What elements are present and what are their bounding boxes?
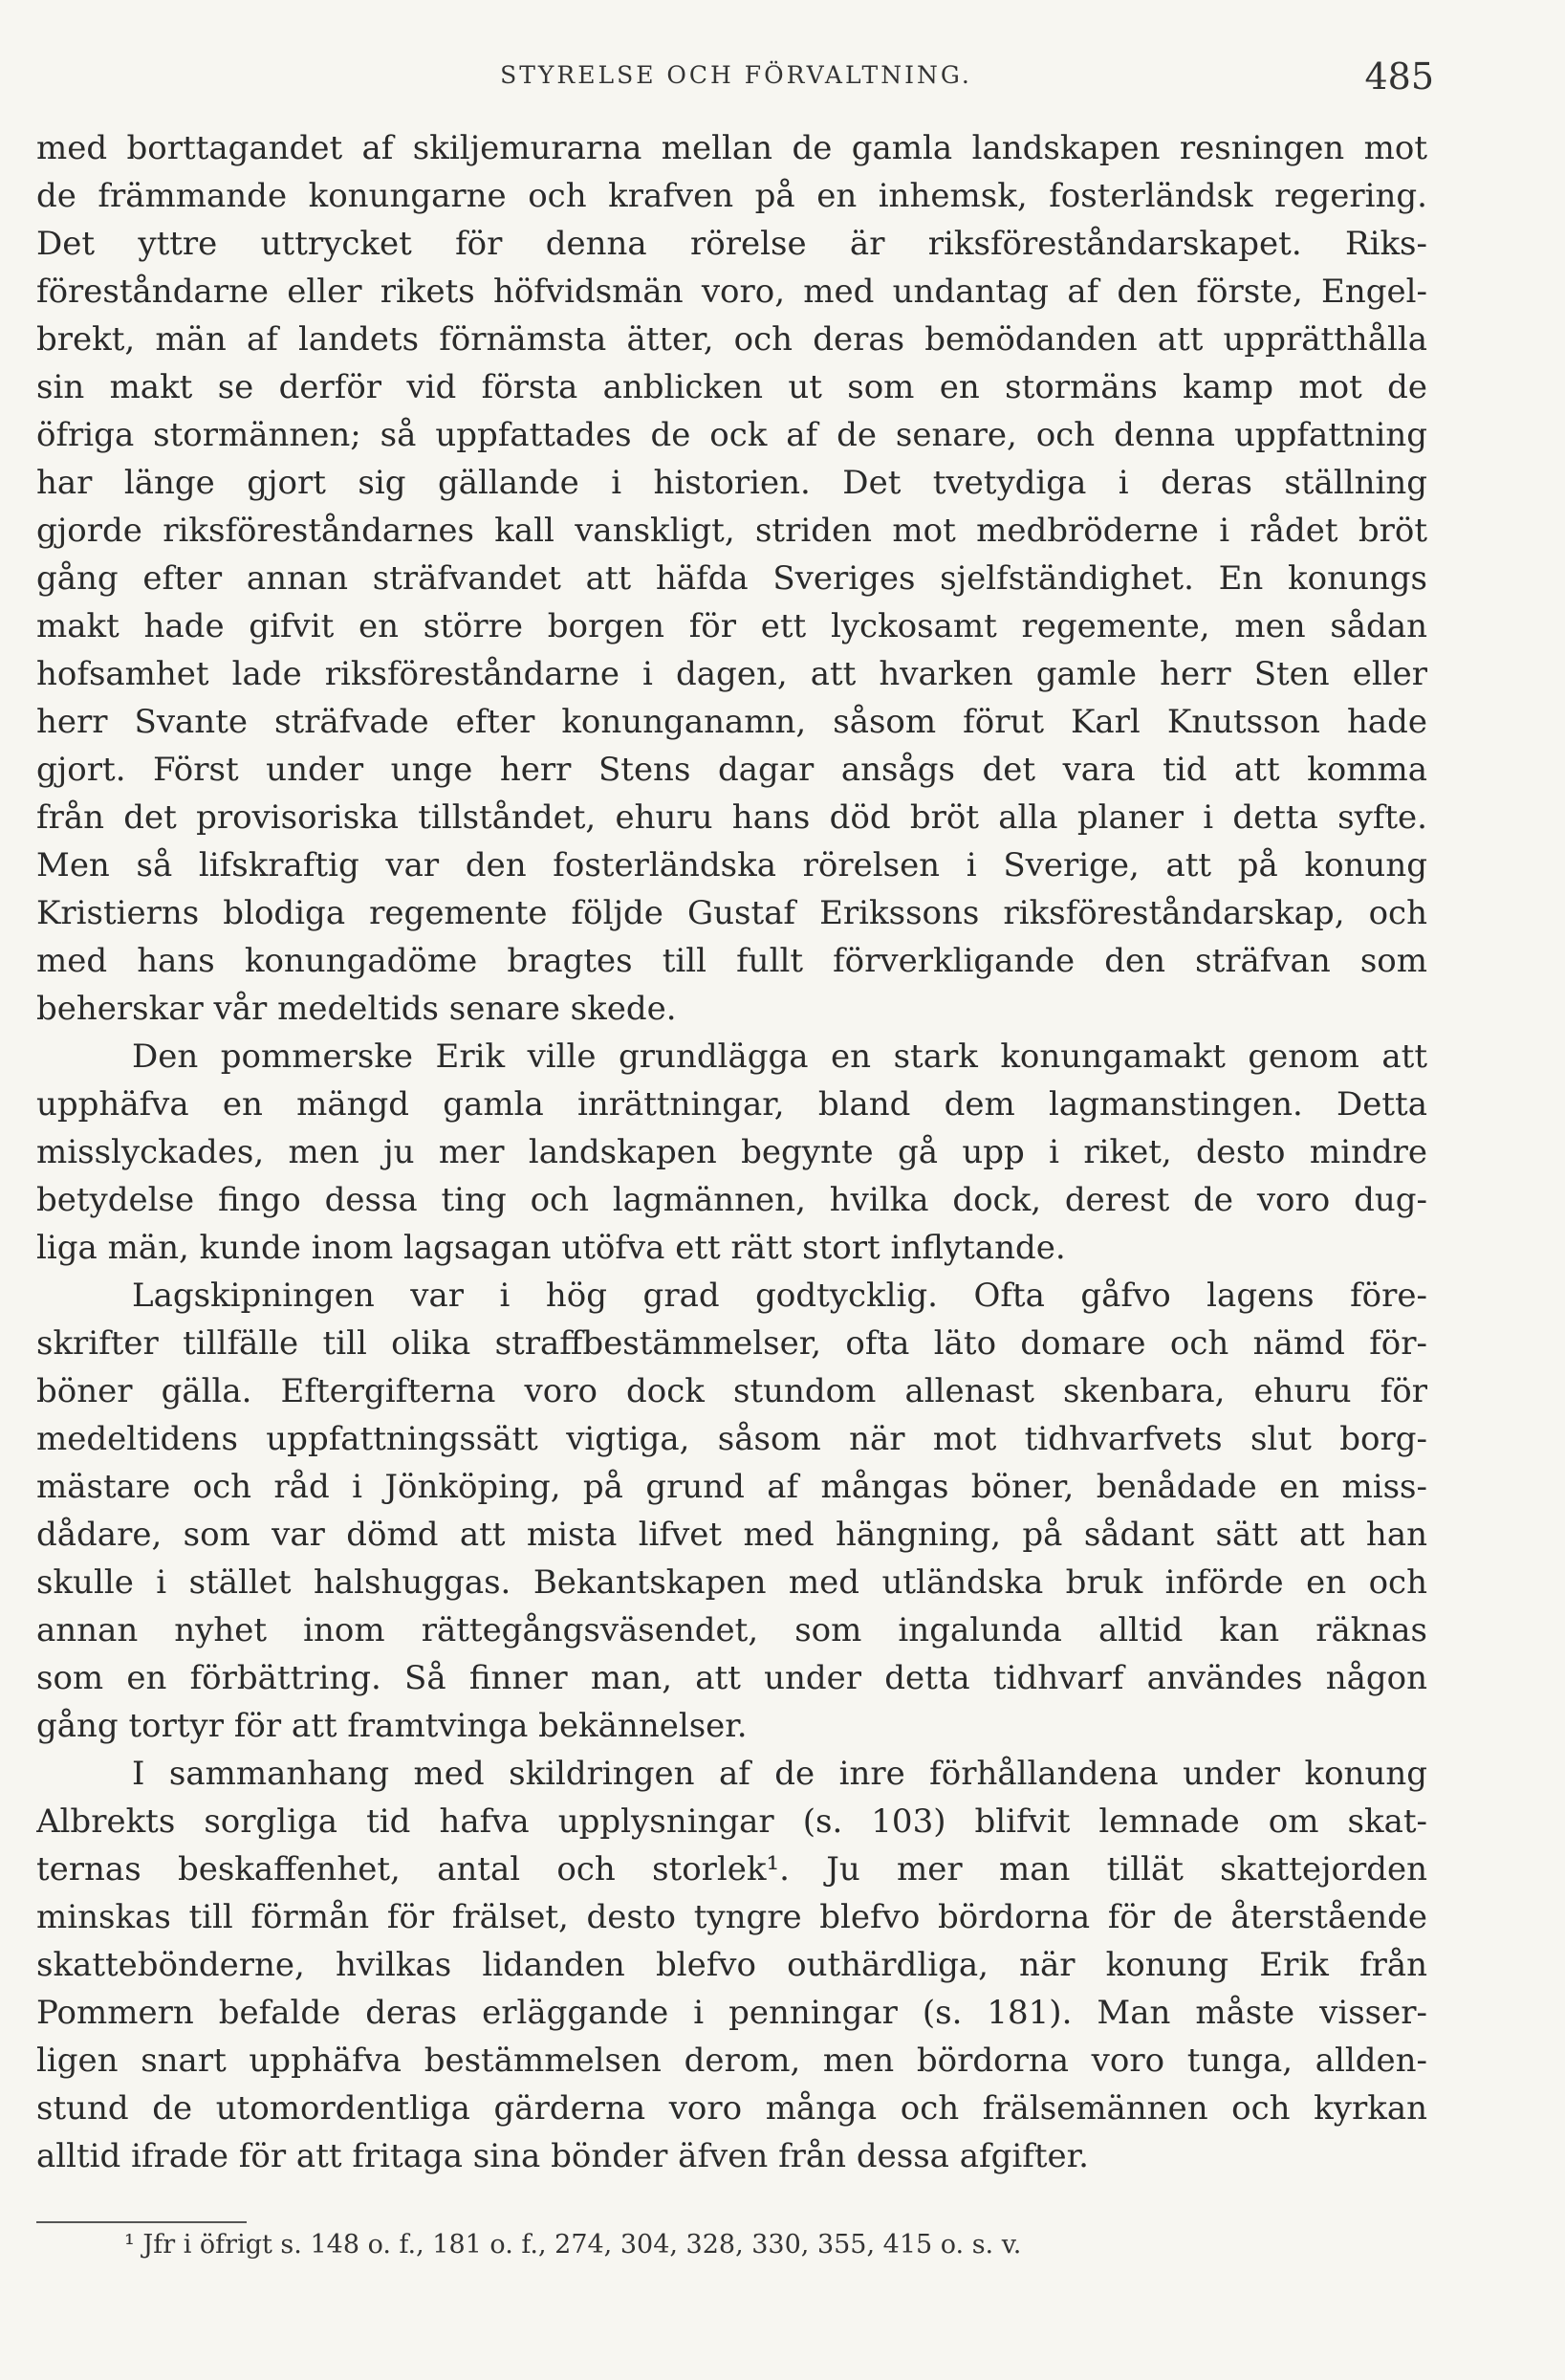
text-line: brekt, män af landets förnämsta ätter, och deras bemödanden att upprätthålla — [36, 320, 1427, 359]
text-line: mästare och råd i Jönköping, på grund af mångas böner, benådade en miss- — [36, 1468, 1427, 1506]
text-line: böner gälla. Eftergifterna voro dock stundom allenast skenbara, ehuru för — [36, 1372, 1427, 1410]
text-line: de främmande konungarne och krafven på en inhemsk, fosterländsk regering. — [36, 177, 1427, 215]
text-line: herr Svante sträfvade efter konunganamn, såsom förut Karl Knutsson hade — [36, 703, 1427, 741]
body-text — [36, 124, 1427, 2180]
text-line: gång tortyr för att framtvinga bekännelser. — [36, 1707, 748, 1745]
text-line: medeltidens uppfattningssätt vigtiga, såsom när mot tidhvarfvets slut borg- — [36, 1420, 1427, 1458]
text-line: alltid ifrade för att fritaga sina bönder äfven från dessa afgifter. — [36, 2137, 1089, 2175]
text-line: skattebönderne, hvilkas lidanden blefvo outhärdliga, när konung Erik från — [36, 1946, 1427, 1984]
text-line: sin makt se derför vid första anblicken ut som en stormäns kamp mot de — [36, 368, 1427, 406]
text-line: liga män, kunde inom lagsagan utöfva ett rätt stort inflytande. — [36, 1229, 1066, 1267]
text-line: hofsamhet lade riksföreståndarne i dagen, att hvarken gamle herr Sten eller — [36, 655, 1427, 693]
text-line: föreståndarne eller rikets höfvidsmän voro, med undantag af den förste, Engel- — [36, 273, 1427, 311]
text-line: som en förbättring. Så finner man, att under detta tidhvarf användes någon — [36, 1659, 1427, 1697]
text-line: beherskar vår medeltids senare skede. — [36, 990, 677, 1028]
text-line: från det provisoriska tillståndet, ehuru hans död bröt alla planer i detta syfte. — [36, 798, 1427, 837]
text-line: minskas till förmån för frälset, desto tyngre blefvo bördorna för de återstående — [36, 1898, 1427, 1936]
footnote-rule — [36, 2221, 247, 2223]
text-line: skrifter tillfälle till olika straffbestämmelser, ofta läto domare och nämd för- — [36, 1324, 1427, 1363]
footnote: ¹ Jfr i öfrigt s. 148 o. f., 181 o. f., 274, 304, 328, 330, 355, 415 o. s. v. — [124, 2230, 1022, 2260]
text-line: Pommern befalde deras erläggande i penningar (s. 181). Man måste visser- — [36, 1994, 1427, 2032]
text-line: ternas beskaffenhet, antal och storlek¹. Ju mer man tillät skattejorden — [36, 1850, 1427, 1889]
text-line: har länge gjort sig gällande i historien. Det tvetydiga i deras ställning — [36, 464, 1427, 502]
text-line: Albrekts sorgliga tid hafva upplysningar (s. 103) blifvit lemnade om skat- — [36, 1802, 1427, 1841]
text-line: upphäfva en mängd gamla inrättningar, bland dem lagmanstingen. Detta — [36, 1085, 1427, 1124]
text-line: Kristierns blodiga regemente följde Gustaf Erikssons riksföreståndarskap, och — [36, 894, 1427, 932]
page-number: 485 — [1364, 55, 1434, 98]
paragraph-start-line: Lagskipningen var i hög grad godtycklig. Ofta gåfvo lagens före- — [132, 1277, 1427, 1315]
text-line: Men så lifskraftig var den fosterländska rörelsen i Sverige, att på konung — [36, 846, 1427, 884]
running-title: STYRELSE OCH FÖRVALTNING. — [500, 61, 972, 89]
text-line: med hans konungadöme bragtes till fullt förverkligande den sträfvan som — [36, 942, 1427, 980]
text-line: betydelse fingo dessa ting och lagmännen, hvilka dock, derest de voro dug- — [36, 1181, 1427, 1219]
paragraph-start-line: Den pommerske Erik ville grundlägga en stark konungamakt genom att — [132, 1037, 1427, 1076]
text-line: stund de utomordentliga gärderna voro många och frälsemännen och kyrkan — [36, 2089, 1427, 2128]
text-line: Det yttre uttrycket för denna rörelse är riksföreståndarskapet. Riks- — [36, 225, 1427, 263]
text-line: misslyckades, men ju mer landskapen begynte gå upp i riket, desto mindre — [36, 1133, 1427, 1171]
text-line: dådare, som var dömd att mista lifvet med hängning, på sådant sätt att han — [36, 1516, 1427, 1554]
text-line: annan nyhet inom rättegångsväsendet, som ingalunda alltid kan räknas — [36, 1611, 1427, 1649]
paragraph-start-line: I sammanhang med skildringen af de inre förhållandena under konung — [132, 1755, 1427, 1793]
text-line: gång efter annan sträfvandet att häfda Sveriges sjelfständighet. En konungs — [36, 559, 1427, 598]
text-line: ligen snart upphäfva bestämmelsen derom, men bördorna voro tunga, allden- — [36, 2042, 1427, 2080]
text-line: öfriga stormännen; så uppfattades de ock af de senare, och denna uppfattning — [36, 416, 1427, 454]
text-line: med borttagandet af skiljemurarna mellan de gamla landskapen resningen mot — [36, 129, 1427, 167]
text-line: skulle i stället halshuggas. Bekantskapen med utländska bruk införde en och — [36, 1563, 1427, 1602]
running-head — [38, 55, 1434, 103]
text-line: gjorde riksföreståndarnes kall vanskligt, striden mot medbröderne i rådet bröt — [36, 512, 1427, 550]
text-line: makt hade gifvit en större borgen för ett lyckosamt regemente, men sådan — [36, 607, 1427, 645]
text-line: gjort. Först under unge herr Stens dagar ansågs det vara tid att komma — [36, 751, 1427, 789]
